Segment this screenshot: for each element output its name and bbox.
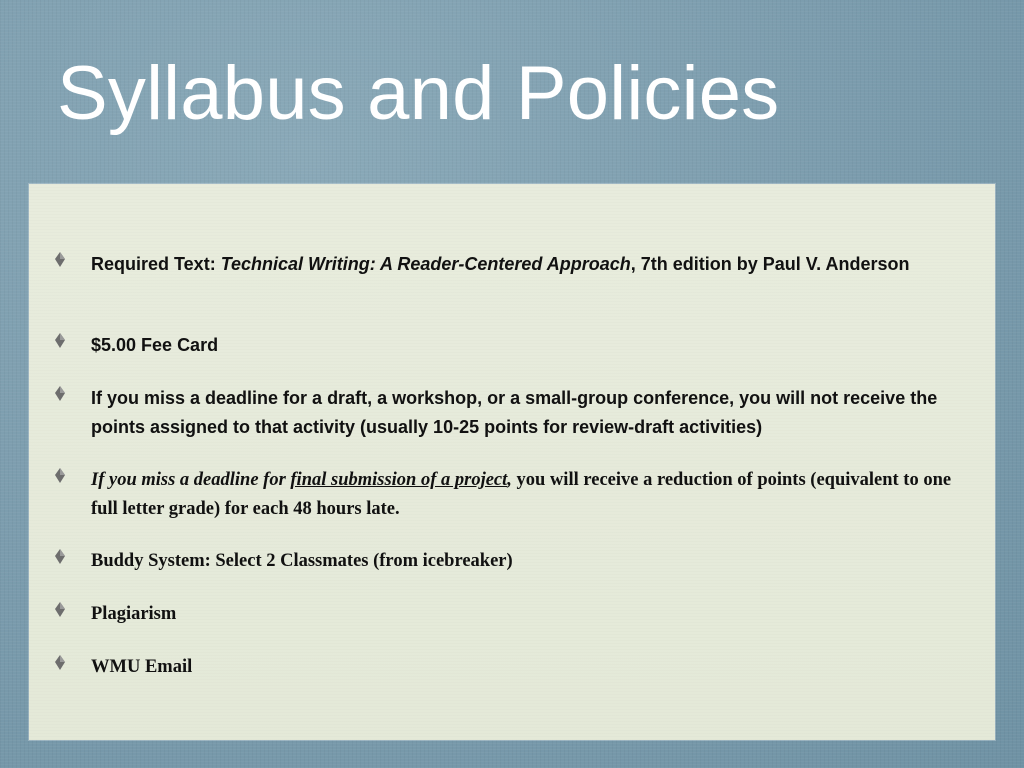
wmu-email-text: WMU Email — [91, 657, 193, 677]
diamond-bullet-icon — [53, 601, 67, 619]
fee-card-text: $5.00 Fee Card — [91, 335, 219, 355]
book-title: Technical Writing: A Reader-Centered Approach — [220, 254, 631, 274]
content-panel — [29, 184, 995, 740]
buddy-system-text: Buddy System: Select 2 Classmates (from icebreaker) — [91, 551, 513, 571]
plagiarism-text: Plagiarism — [91, 604, 177, 624]
final-submission-underlined: final submission of a project — [290, 470, 508, 490]
final-submission-lead: If you miss a deadline for — [91, 470, 291, 490]
diamond-bullet-icon — [53, 467, 67, 485]
deadline-draft-text: If you miss a deadline for a draft, a workshop, or a small-group conference, you will not receive the points assigned to that activity (usually 10-25 points for review-draft activities) — [91, 388, 938, 437]
final-submission-comma: , — [507, 470, 512, 490]
diamond-bullet-icon — [53, 548, 67, 566]
diamond-bullet-icon — [53, 385, 67, 403]
diamond-bullet-icon — [53, 251, 67, 269]
diamond-bullet-icon — [53, 332, 67, 350]
diamond-bullet-icon — [53, 654, 67, 672]
required-text-prefix: Required Text: — [91, 254, 221, 274]
required-text-suffix: , 7th edition by Paul V. Anderson — [630, 254, 910, 274]
final-submission-text — [91, 466, 971, 524]
slide-title: Syllabus and Policies — [57, 51, 780, 136]
required-text — [91, 250, 971, 279]
final-submission-rest: you will receive a reduction of points (equivalent to one full letter grade) for each 48 hours late. — [91, 470, 952, 519]
